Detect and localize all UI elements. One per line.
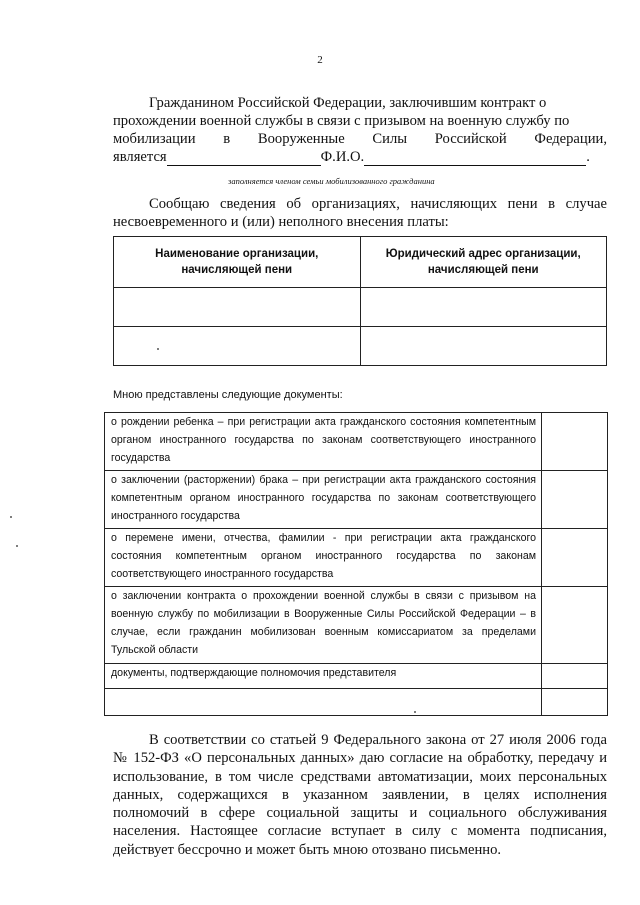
document-text: о перемене имени, отчества, фамилии - при регистрации акта гражданского состояния компетентным органом иностранного государства по законам соответствующего иностранного государства [105, 529, 542, 587]
org-name-header: Наименование организации, начисляющей пени [114, 237, 361, 288]
document-check-cell[interactable] [542, 529, 608, 587]
document-row [105, 529, 608, 587]
contract-word: мобилизации [113, 131, 196, 147]
org-name-cell[interactable] [114, 327, 361, 366]
document-row [105, 664, 608, 689]
fill-hint: заполняется членом семьи мобилизованного гражданина [228, 176, 435, 186]
contract-line-3 [113, 130, 607, 148]
org-address-cell[interactable] [360, 327, 607, 366]
contract-word: Силы [372, 131, 408, 147]
documents-table [104, 412, 608, 716]
document-row [105, 689, 608, 716]
table-row [114, 327, 607, 366]
document-check-cell[interactable] [542, 664, 608, 689]
document-check-cell[interactable] [542, 471, 608, 529]
consent-paragraph: В соответствии со статьей 9 Федерального закона от 27 июля 2006 года № 152-ФЗ «О персональных данных» даю согласие на обработку, передачу и использование, в том числе средствами автоматизации, моих персональных данных, содержащихся в указанном заявлении, в целях исполнения полномочий в сфере социальной защиты и социального обслуживания населения. Настоящее согласие вступает в силу с момента подписания, действует бессрочно и может быть мною отозвано письменно. [113, 732, 607, 858]
contract-word: в [223, 131, 231, 147]
contract-word: Российской [434, 131, 507, 147]
document-text: о заключении (расторжении) брака – при регистрации акта гражданского состояния компетентным органом иностранного государства по законам соответствующего иностранного государства [105, 471, 542, 529]
organizations-paragraph: Сообщаю сведения об организациях, начисляющих пени в случае несвоевременного и (или) неполного внесения платы: [113, 196, 607, 230]
page-number: 2 [317, 54, 323, 66]
table-header-row [114, 237, 607, 288]
document-check-cell[interactable] [542, 587, 608, 664]
fio-blank[interactable] [364, 152, 586, 166]
organizations-table [113, 236, 607, 366]
table-row [114, 288, 607, 327]
document-check-cell[interactable] [542, 413, 608, 471]
scan-speck [157, 348, 159, 350]
document-row [105, 471, 608, 529]
contract-word: Вооруженные [257, 131, 345, 147]
document-text[interactable] [105, 689, 542, 716]
scan-speck [16, 545, 18, 547]
contract-line-4 [113, 148, 607, 166]
scan-speck [10, 516, 12, 518]
contract-paragraph [113, 94, 607, 166]
contract-word: Федерации, [534, 131, 607, 147]
document-text: о заключении контракта о прохождении военной службы в связи с призывом на военную службу по мобилизации в Вооруженные Силы Российской Федерации – в случае, если гражданин мобилизован военным комиссариатом за пределами Тульской области [105, 587, 542, 664]
document-row [105, 413, 608, 471]
contract-line-1: Гражданином Российской Федерации, заключившим контракт о [149, 95, 547, 111]
line-end: . [586, 149, 590, 165]
documents-heading: Мною представлены следующие документы: [113, 389, 343, 401]
document-text: о рождении ребенка – при регистрации акта гражданского состояния компетентным органом иностранного государства по законам соответствующего иностранного государства [105, 413, 542, 471]
relation-blank[interactable] [167, 152, 321, 166]
contract-line-2: прохождении военной службы в связи с призывом на военную службу по [113, 113, 570, 129]
document-text: документы, подтверждающие полномочия представителя [105, 664, 542, 689]
org-address-cell[interactable] [360, 288, 607, 327]
document-row [105, 587, 608, 664]
org-address-header: Юридический адрес организации, начисляющей пени [360, 237, 607, 288]
org-name-cell[interactable] [114, 288, 361, 327]
fio-label: Ф.И.О. [320, 149, 365, 165]
document-check-cell[interactable] [542, 689, 608, 716]
is-label: является [113, 149, 167, 165]
scan-speck [414, 711, 416, 713]
